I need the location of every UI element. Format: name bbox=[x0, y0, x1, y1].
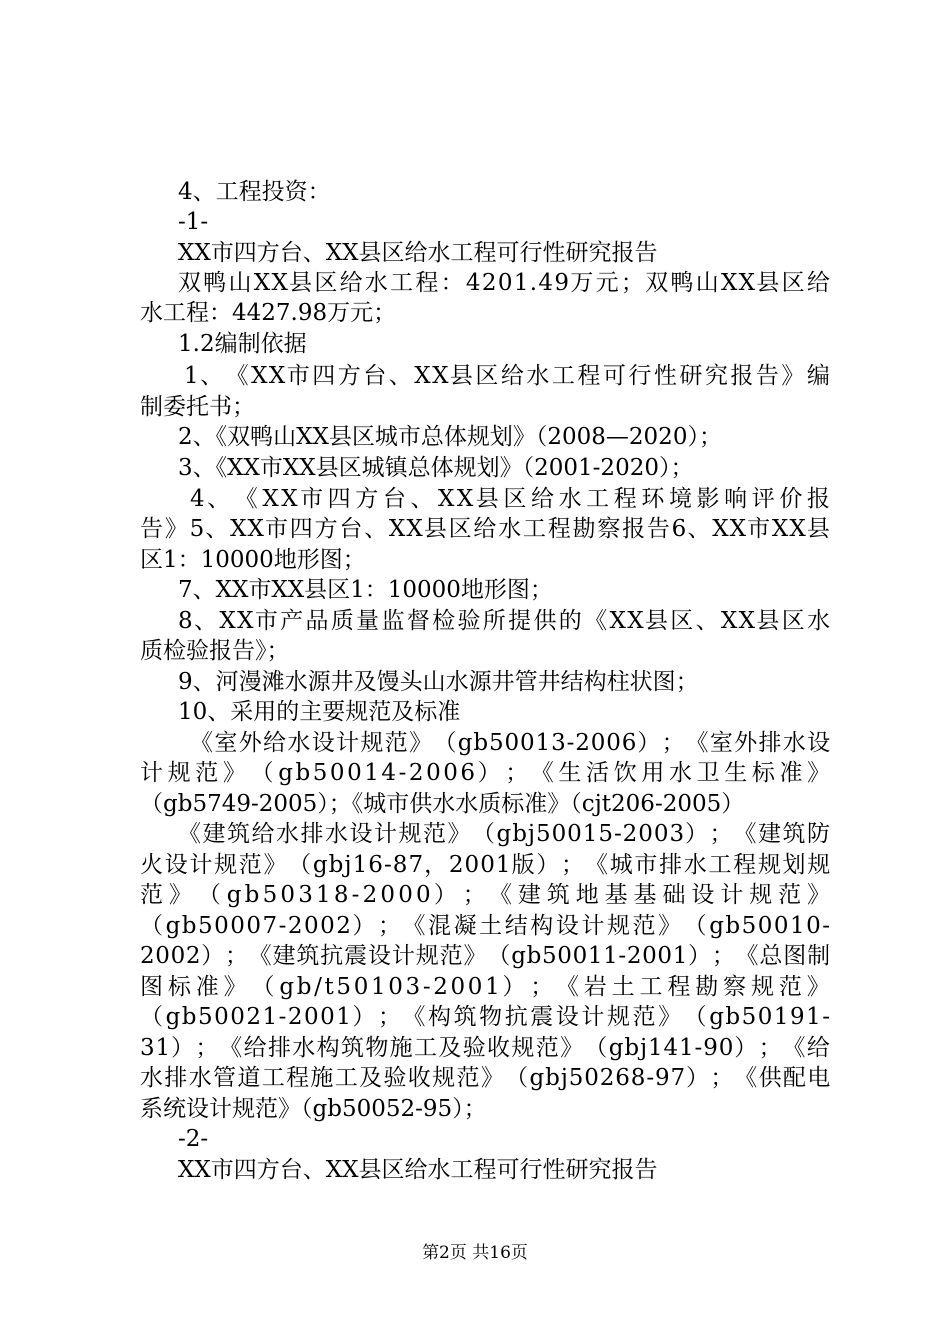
standards-line: 范 》 （ g b 5 0 3 1 8 - 2 0 0 0 ） ； 《 建 筑 地 基 基 础 设 计 规 范 》 bbox=[140, 882, 830, 908]
standards-line: 《 建 筑 给 水 排 水 设 计 规 范 》 （ g b j 5 0 0 1 5 - 2 0 0 3 ） ； 《 建 筑 防 bbox=[178, 821, 830, 847]
page-number-marker: -1- bbox=[178, 209, 209, 235]
paragraph-line: 双 鸭 山 X X 县 区 给 水 工 程 ： 4 2 0 1 . 4 9 万 元 ； 双 鸭 山 X X 县 区 给 bbox=[178, 270, 830, 296]
list-item-continuation: 制委托书； bbox=[140, 394, 255, 420]
standards-line: （ g b 5 0 0 0 7 - 2 0 0 2 ） ； 《 混 凝 土 结 构 设 计 规 范 》 （ g b 5 0 0 1 0 - bbox=[140, 913, 830, 939]
page-footer: 第2页 共16页 bbox=[422, 1243, 528, 1263]
running-title: XX市四方台、XX县区给水工程可行性研究报告 bbox=[178, 1157, 658, 1183]
list-item: 3、《XX市XX县区城镇总体规划》（2001-2020）； bbox=[178, 455, 694, 481]
list-item: 10、采用的主要规范及标准 bbox=[178, 699, 461, 725]
standards-line: 2 0 0 2 ） ； 《 建 筑 抗 震 设 计 规 范 》 （ g b 5 0 0 1 1 - 2 0 0 1 ） ； 《 总 图 制 bbox=[140, 943, 830, 969]
list-item-continuation: 区1：10000地形图； bbox=[140, 547, 366, 573]
list-item: 9、河漫滩水源井及馒头山水源井管井结构柱状图； bbox=[178, 669, 699, 695]
standards-line: （ g b 5 0 0 2 1 - 2 0 0 1 ） ； 《 构 筑 物 抗 震 设 计 规 范 》 （ g b 5 0 1 9 1 - bbox=[140, 1004, 830, 1030]
standards-line: 《 室 外 给 水 设 计 规 范 》 （ g b 5 0 0 1 3 - 2 0 0 6 ） ； 《 室 外 排 水 设 bbox=[190, 730, 830, 756]
list-item: 7、XX市XX县区1：10000地形图； bbox=[178, 577, 553, 603]
standards-line: 图 标 准 》 （ g b / t 5 0 1 0 3 - 2 0 0 1 ） ； 《 岩 土 工 程 勘 察 规 范 》 bbox=[140, 974, 830, 1000]
list-item-continuation: 告 》 5 、 X X 市 四 方 台 、 X X 县 区 给 水 工 程 勘 察 报 告 6 、 X X 市 X X 县 bbox=[140, 516, 830, 542]
list-item: 1 、 《 X X 市 四 方 台 、 X X 县 区 给 水 工 程 可 行 性 研 究 报 告 》 编 bbox=[184, 363, 830, 389]
list-item: 2、《双鸭山XX县区城市总体规划》（2008—2020）； bbox=[178, 424, 722, 450]
list-item: 4 、 《 X X 市 四 方 台 、 X X 县 区 给 水 工 程 环 境 影 响 评 价 报 bbox=[190, 486, 830, 512]
paragraph-line: 水工程：4427.98万元； bbox=[140, 300, 397, 326]
standards-line: （gb5749-2005）；《城市供水水质标准》（cjt206-2005） bbox=[140, 791, 745, 817]
standards-line: 火 设 计 规 范 》 （ g b j 1 6 - 8 7 ， 2 0 0 1 版 ） ； 《 城 市 排 水 工 程 规 划 规 bbox=[140, 852, 830, 878]
standards-line: 3 1 ） ； 《 给 排 水 构 筑 物 施 工 及 验 收 规 范 》 （ g b j 1 4 1 - 9 0 ） ； 《 给 bbox=[140, 1035, 830, 1061]
standards-line: 计 规 范 》 （ g b 5 0 0 1 4 - 2 0 0 6 ） ； 《 生 活 饮 用 水 卫 生 标 准 》 bbox=[140, 760, 830, 786]
standards-line: 系统设计规范》（gb50052-95）； bbox=[140, 1096, 487, 1122]
list-item-continuation: 质检验报告》； bbox=[140, 638, 290, 664]
page-number-marker: -2- bbox=[178, 1126, 209, 1152]
list-item: 8 、 X X 市 产 品 质 量 监 督 检 验 所 提 供 的 《 X X 县 区 、 X X 县 区 水 bbox=[178, 608, 830, 634]
section-heading-basis: 1.2编制依据 bbox=[178, 331, 307, 357]
standards-line: 水 排 水 管 道 工 程 施 工 及 验 收 规 范 》 （ g b j 5 0 2 6 8 - 9 7 ） ； 《 供 配 电 bbox=[140, 1065, 830, 1091]
running-title: XX市四方台、XX县区给水工程可行性研究报告 bbox=[178, 240, 658, 266]
section-heading-investment: 4、工程投资： bbox=[178, 179, 331, 205]
